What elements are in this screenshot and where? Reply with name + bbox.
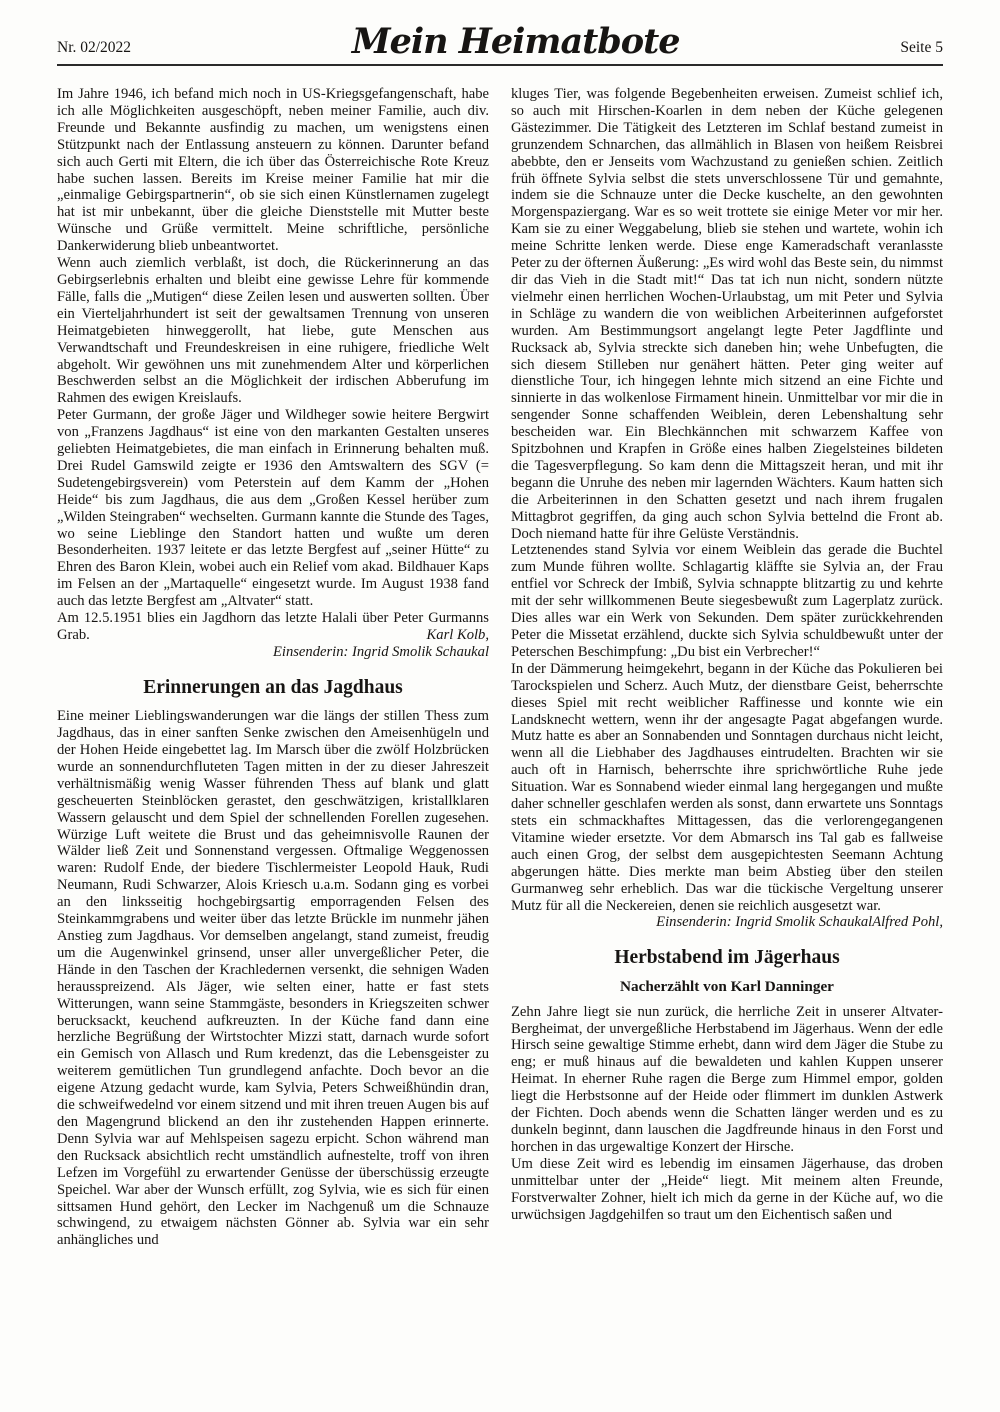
- issue-number: Nr. 02/2022: [57, 39, 132, 56]
- page-number: Seite 5: [900, 39, 943, 56]
- article-heading-jagdhaus: Erinnerungen an das Jagdhaus: [143, 676, 403, 698]
- closing-sentence: Am 12.5.1951 blies ein Jagdhorn das letzte Halali über Peter Gurmanns Grab.: [57, 610, 489, 643]
- paragraph: Eine meiner Lieblingswanderungen war die längs der stillen Thess zum Jagdhaus, das in einer sanften Senke zwischen den Ameisenhügeln und der Hohen Heide eingebettet lag. Im Marsch über die zwölf Holzbrücken wurde an sonnendurchfluteten Tagen mitten in der zu dieser Jahreszeit verhältnismäßig wenig Wasser führenden Thess auf blank und glatt gescheuerten Steinblöcken gerastet, den geschwätzigen, kristallklaren Wassern gelauscht und dem Spiel der schnellenden Forellen zugesehen. Würzige Luft weitete die Brust und das geheimnisvolle Raunen der Wälder ließ Zeit und Sonnenstand vergessen. Oftmalige Weggenossen waren: Rudolf Ende, der biedere Tischlermeister Leopold Hauk, Rudi Neumann, Rudi Schwarzer, Alois Kriesch u.a.m. Sodann ging es vorbei an den linksseitig hochgebirgsartig emporragenden Felsen des Steinkammgrabens und weiter über das letzte Brückle im nunmehr jähen Anstieg zum Jagdhaus. Vor demselben angelangt, stand zumeist, freudig um die Augenwinkel grinsend, unser aller unvergeßlicher Peter, die Hände in den Taschen der Krachledernen versenkt, die sehnigen Waden herausspreizend. Als Jäger, wie selten einer, hatte er fast stets Witterungen, wann seine Stammgäste, besonders in Kriegszeiten schwer berucksackt, keuchend aufkreuzten. In der Küche fand dann eine herzliche Begrüßung der Wirtstochter Mizzi statt, darnach wurde sofort ein Gemisch von Allasch und Rum kredenzt, das die Lebensgeister zu weiterem gemütlichen Tun grundlegend anfachte. Doch bevor an die eigene Atzung gedacht wurde, kam Sylvia, Peters Schweißhündin dran, die schweifwedelnd vor einem sitzend und mit ihren treuen Augen bis auf den Magengrund blickend an den ihr zustehenden Happen erinnerte. Denn Sylvia war auf Mehlspeisen sagezu erpicht. Schon während man den Rucksack absichtlich recht umständlich aufnestelte, troff von ihren Lefzen im Vorgefühl zu erwartender Genüsse der überschüssig erzeugte Speichel. War aber der Wunsch erfüllt, zog Sylvia, wie es sich für einen sittsamen Hund gehört, den Lecker im Nachgenuß um die Schnauze schwingend, zu etwaigem nächsten Gönner ab. Sylvia war ein sehr anhängliches und: [57, 708, 489, 1249]
- paragraph: Zehn Jahre liegt sie nun zurück, die herrliche Zeit in unserer Altvater-Bergheimat, der unvergeßliche Herbstabend im Jägerhaus. Wenn der edle Hirsch seine gewaltige Stimme erhebt, dann wird dem Jäger die Stube zu eng; er muß hinaus auf die bewaldeten und kahlen Kuppen unserer Heimat. In eherner Ruhe ragen die Berge zum Himmel empor, golden liegt die Herbstsonne auf der Heide oder flimmert im dunklen Astwerk der Fichten. Doch abends wenn die Schatten länger werden und es zu dunkeln beginnt, dann lauschen die Jagdfreunde hinaus in den Forst und horchen in das urgewaltige Konzert der Hirsche.: [511, 1003, 943, 1155]
- paragraph: Peter Gurmann, der große Jäger und Wildheger sowie heitere Bergwirt von „Franzens Jagdhaus“ ist eine von den markanten Gestalten unseres geliebten Heimatgebietes, die man einfach in Erinnerung behalten muß. Drei Rudel Gamswild zeigte er 1936 den Amtswaltern des SGV (= Sudetengebirgsverein) vom Peterstein auf dem Kamm der „Hohen Heide“ bis zum Jagdhaus, die aus dem „Großen Kessel herüber zum „Wilden Steingraben“ wechselten. Gurmann kannte die Stunde des Tages, wo seine Lieblinge den Standort hatten und wußte um deren Besonderheiten. 1937 leitete er das letzte Bergfest auf „seiner Hütte“ zu Ehren des Baron Klein, wobei auch ein Relief vom akad. Bildhauer Kaps im Felsen an der „Martaquelle“ eingesetzt wurde. Im August 1938 fand auch das letzte Bergfest am „Altvater“ statt.: [57, 407, 489, 610]
- page-header: [57, 21, 943, 62]
- paragraph: Letztenendes stand Sylvia vor einem Weiblein das gerade die Buchtel zum Munde führen wollte. Schlagartig kläffte sie Sylvia an, der Frau entfiel vor Schreck der Imbiß, Sylvia schnappte blitzartig zu und kehrte mit der sehr willkommenen Beute siegesbewußt zum Lagerplatz zurück. Dies alles war ein Werk von Sekunden. Dem später zurückkehrenden Peter die Missetat erzählend, duckte sich Sylvia schuldbewußt unter der Peterschen Beschimpfung: „Du bist ein Verbrecher!“: [511, 542, 943, 660]
- paragraph: kluges Tier, was folgende Begebenheiten erweisen. Zumeist schlief ich, so auch mit Hirschen-Koarlen in dem neben der Küche gelegenen Gästezimmer. Die Tätigkeit des Letzteren im Schlaf bestand zumeist in grunzendem Schnarchen, das allmählich in Blasen von heißem Reisbrei abebbte, den er Jenseits vom Wachzustand zu genießen schien. Zeitlich früh öffnete Sylvia selbst die stets unverschlossene Tür und gemahnte, indem sie die Schnauze unter die Decke kuschelte, an den gewohnten Morgenspaziergang. War es so weit trottete sie einige Meter vor mir her. Kam sie zu einer Weggabelung, blieb sie stehen und wartete, wohin ich meine Schritte lenken werde. Diese enge Kameradschaft veranlasste Peter zu der öfternen Äußerung: „Es wird wohl das Beste sein, du nimmst dir das Vieh in die Stadt mit!“ Das tat ich nun nicht, sondern nützte vielmehr einen herrlichen Wochen-Urlaubstag, um mit Peter und Sylvia in Schläge zu wandern die von weiblichen Arbeiterinnen aufgeforstet wurden. Am Bestimmungsort angelangt legte Peter Jagdflinte und Rucksack ab, Sylvia streckte sich daneben hin; wehe Unbefugten, die sich diesem Stilleben nur genähert hätten. Peter ging weiter auf dienstliche Tour, ich hingegen lehnte mich sitzend an eine Fichte und sinnierte in das wolkenlose Firmament hinein. Unmittelbar vor mir die in sengender Sonne schaffenden Weiblein, deren Lebenshaltung sehr bescheiden war. Ein Blechkännchen mit schwarzem Kaffee von Spitzbohnen und Krapfen in Größe eines halben Ziegelsteines bildeten die Tagesverpflegung. So kam denn die Mittagszeit heran, und mit ihr begann die Unruhe des neben mir lagernden Wächters. Kaum hatten sich die Arbeiterinnen in den Schatten gesetzt und nach ihrem frugalen Mittagbrot gegriffen, da ging auch schon Sylvia bettelnd die Front ab. Doch niemand hatte für ihre Gelüste Verständnis.: [511, 86, 943, 542]
- sender-credit: Einsenderin: Ingrid Smolik Schaukal: [272, 643, 489, 660]
- left-column: [57, 86, 489, 1249]
- closing-paragraph: In der Dämmerung heimgekehrt, begann in der Küche das Pokulieren bei Tarockspielen und Scherz. Auch Mutz, der dienstbare Geist, beherrschte dieses Spiel mit recht weiblicher Raffinesse und konnte wie ein Landsknecht wettern, wenn ihr der angesagte Pagat abgefangen wurde. Mutz hatte es aber an Sonnabenden und Sonntagen durchaus nicht leicht, wenn all die Liebhaber des Jagdhauses eintrudelten. Brachten wir sie auch oft in Harnisch, beherrschte ihre sprichwörtliche Ruhe jede Situation. War es Sonnabend wieder einmal lang hergegangen und mußte daher schneller geschlafen werden als sonst, dann erwartete uns Sonntags stets ein schmackhaftes Mittagessen, das die verlorengegangenen Vitamine wieder ersetzte. Vor dem Abmarsch ins Tal gab es fallweise auch einen Grog, der selbst dem ausgepichtesten Seemann Achtung abgerungen hätte. Dies merkte man beim Abstieg über den steilen Gurmanweg sehr erheblich. Das war die tückische Vergeltung unserer Mutz für all die Neckereien, denen sie reichlich ausgesetzt war.: [511, 660, 943, 914]
- article-columns: [57, 86, 943, 1249]
- author-signature: Karl Kolb,: [426, 627, 489, 643]
- masthead-title: Mein Heimatbote: [351, 21, 680, 62]
- author-signature: Alfred Pohl,: [872, 914, 943, 931]
- paragraph: Wenn auch ziemlich verblaßt, ist doch, die Rückerinnerung an das Gebirgserlebnis erhalten und bleibt eine gewisse Lehre für kommende Fälle, falls die „Mutigen“ diese Zeilen lesen und auswerten sollten. Über ein Vierteljahrhundert ist seit der gewaltsamen Trennung von unseren Heimatgebieten hinweggerollt, hat liebe, gute Menschen aus Verwandtschaft und Freundeskreisen in eine ruhigere, friedliche Welt abgeholt. Wir gewöhnen uns mit zunehmendem Alter und körperlichen Beschwerden selbst an die Möglichkeit der irdischen Abberufung im Rahmen des ewigen Kreislaufs.: [57, 255, 489, 407]
- sender-credit: Einsenderin: Ingrid Smolik Schaukal: [656, 914, 873, 931]
- paragraph: Im Jahre 1946, ich befand mich noch in US-Kriegsgefangenschaft, habe ich alle Möglichkeiten ausgeschöpft, neben meiner Familie, auch div. Freunde und Bekannte ausfindig zu machen, um wenigstens einen Stützpunkt nach der Entlassung ansteuern zu können. Darunter befand sich auch Gerti mit Eltern, die ich über das Österreichische Rote Kreuz habe suchen lassen. Bereits im Kreise meiner Familie hat mir die „einmalige Gebirgspartnerin“, ob sie sich einen Künstlernamen zugelegt hat ist mir unbekannt, über die gleiche Dienststelle mit Mutter beste Wünsche und Grüße vermittelt. Meine schriftliche, persönliche Dankerwiderung blieb unbeantwortet.: [57, 86, 489, 255]
- paragraph: Um diese Zeit wird es lebendig im einsamen Jägerhause, das droben unmittelbar unter der „Heide“ liegt. Mit meinem alten Freunde, Forstverwalter Zohner, hielt ich mich da gerne in der Küche auf, wo die urwüchsigen Jagdgehilfen so traut um den Eichentisch saßen und: [511, 1155, 943, 1223]
- paragraph-with-signature: [57, 610, 489, 644]
- header-divider-rule: [57, 64, 943, 66]
- article-heading-herbstabend: Herbstabend im Jägerhaus: [614, 947, 840, 969]
- article-subheading: Nacherzählt von Karl Danninger: [620, 977, 834, 995]
- right-column: [511, 86, 943, 1249]
